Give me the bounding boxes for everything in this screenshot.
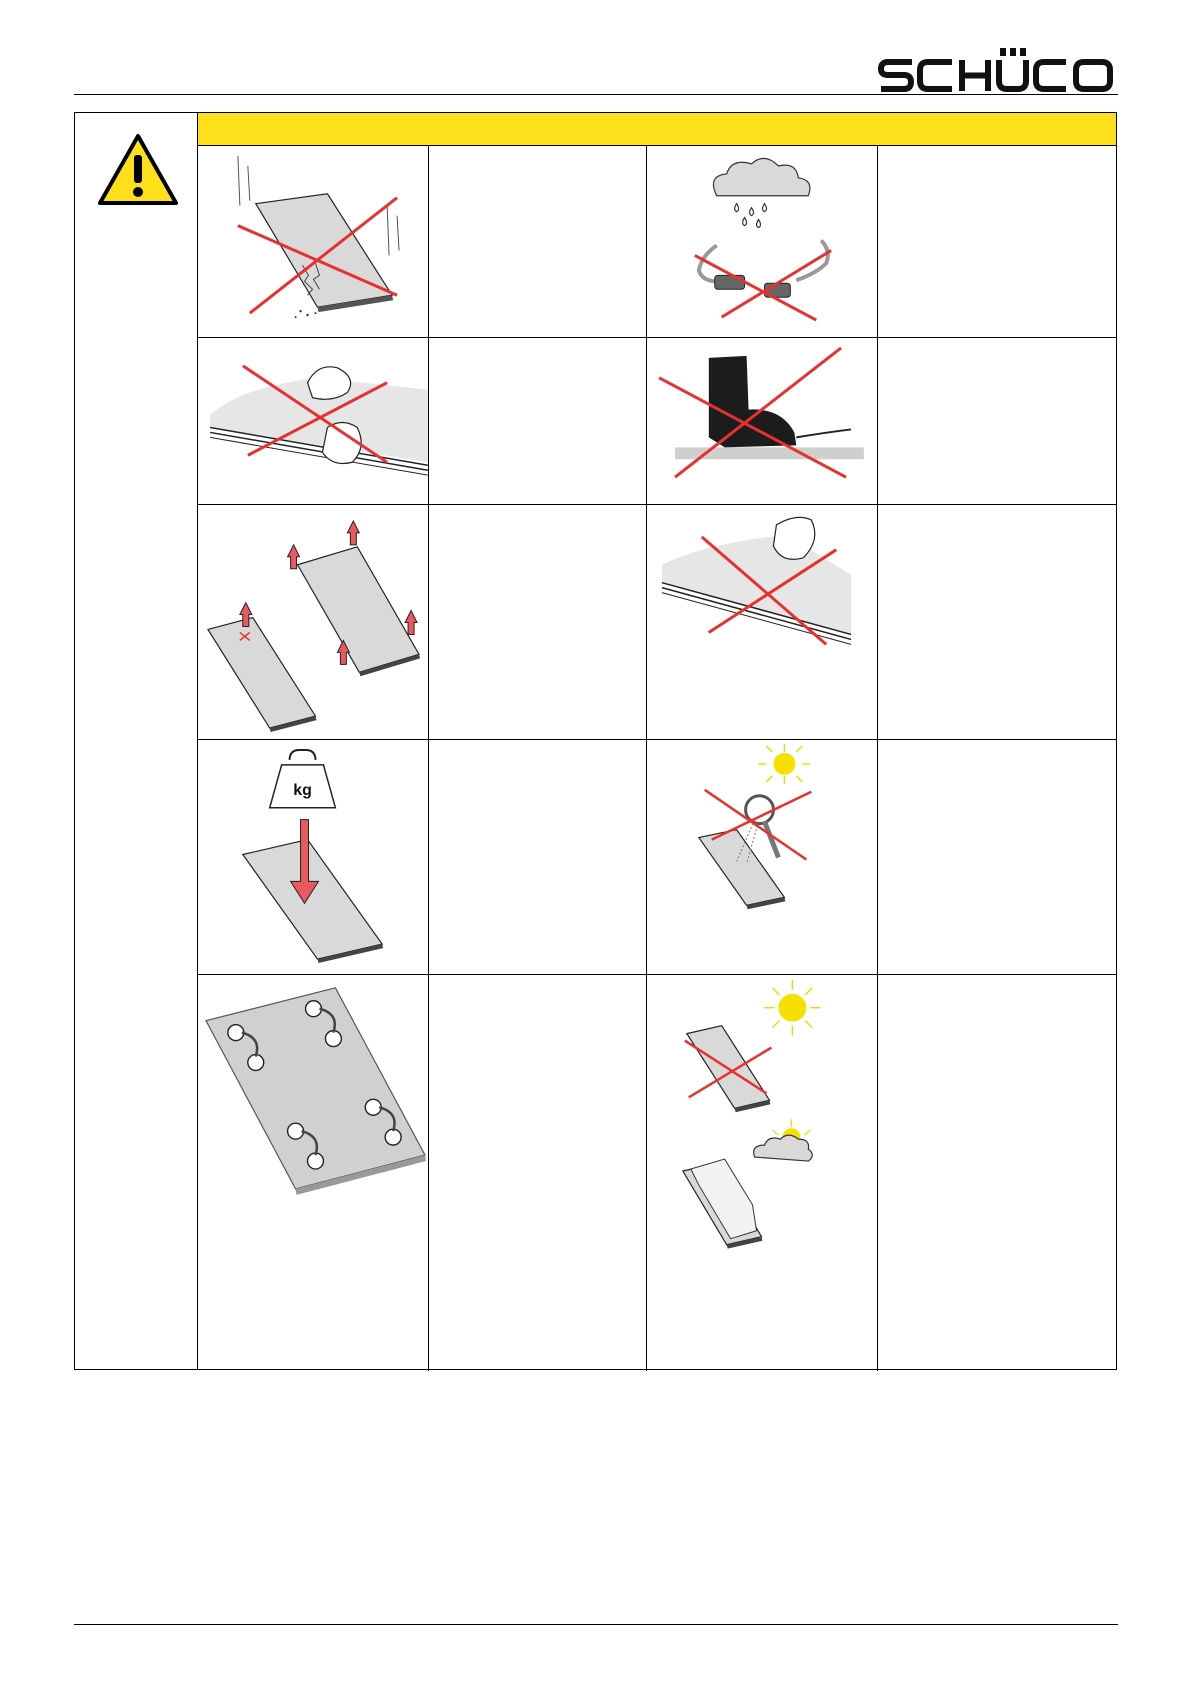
instruction-text-cell	[429, 740, 647, 974]
illustration-cell	[647, 338, 878, 504]
illustration-cell	[198, 338, 429, 504]
footer-rule	[74, 1624, 1118, 1625]
illustration-cell	[647, 146, 878, 337]
table-row	[198, 146, 1116, 338]
warning-band-text	[198, 121, 208, 138]
schuco-logo	[878, 48, 1114, 96]
illustration-cell	[198, 975, 429, 1371]
two-person-lift-icon	[198, 505, 428, 739]
scratching-surface-crossed-icon	[647, 505, 877, 739]
illustration-cell	[647, 740, 878, 974]
instruction-text	[878, 740, 1116, 756]
instruction-text-cell	[429, 505, 647, 739]
instruction-text	[429, 338, 646, 354]
instruction-text	[429, 146, 646, 162]
edge-handling-crossed-icon	[198, 338, 428, 504]
safety-table	[74, 112, 1117, 1370]
instruction-text-cell	[429, 146, 647, 337]
falling-module-crossed-icon	[198, 146, 428, 337]
covered-storage-icon	[647, 975, 877, 1371]
illustration-cell	[647, 975, 878, 1371]
logo-mark	[878, 48, 1114, 96]
instruction-text	[878, 338, 1116, 354]
instruction-text-cell	[878, 505, 1116, 739]
stepping-on-module-crossed-icon	[647, 338, 877, 504]
table-row	[198, 740, 1116, 975]
instruction-text-cell	[429, 338, 647, 504]
warning-triangle-icon	[97, 133, 179, 207]
instruction-text-cell	[878, 975, 1116, 1371]
header-rule	[74, 94, 1118, 95]
rain-connector-crossed-icon	[647, 146, 877, 337]
instruction-text	[878, 505, 1116, 521]
table-row	[198, 505, 1116, 740]
illustration-cell	[198, 146, 429, 337]
warning-column	[75, 113, 198, 1369]
instruction-text	[429, 975, 646, 991]
instruction-text-cell	[878, 740, 1116, 974]
instruction-text	[429, 505, 646, 521]
instruction-text	[429, 740, 646, 756]
instruction-text	[878, 146, 1116, 162]
suction-lifter-icon	[198, 975, 428, 1371]
illustration-cell	[647, 505, 878, 739]
instruction-text-cell	[878, 146, 1116, 337]
instruction-text-cell	[429, 975, 647, 1371]
table-row	[198, 338, 1116, 505]
magnifier-sun-crossed-icon	[647, 740, 877, 974]
instruction-grid	[198, 146, 1116, 1369]
illustration-cell	[198, 740, 429, 974]
instruction-text	[878, 975, 1116, 991]
illustration-cell	[198, 505, 429, 739]
svg-text:kg: kg	[293, 781, 312, 799]
instruction-text-cell	[878, 338, 1116, 504]
weight-load-icon	[198, 740, 428, 974]
warning-band	[198, 113, 1116, 146]
table-row	[198, 975, 1116, 1371]
